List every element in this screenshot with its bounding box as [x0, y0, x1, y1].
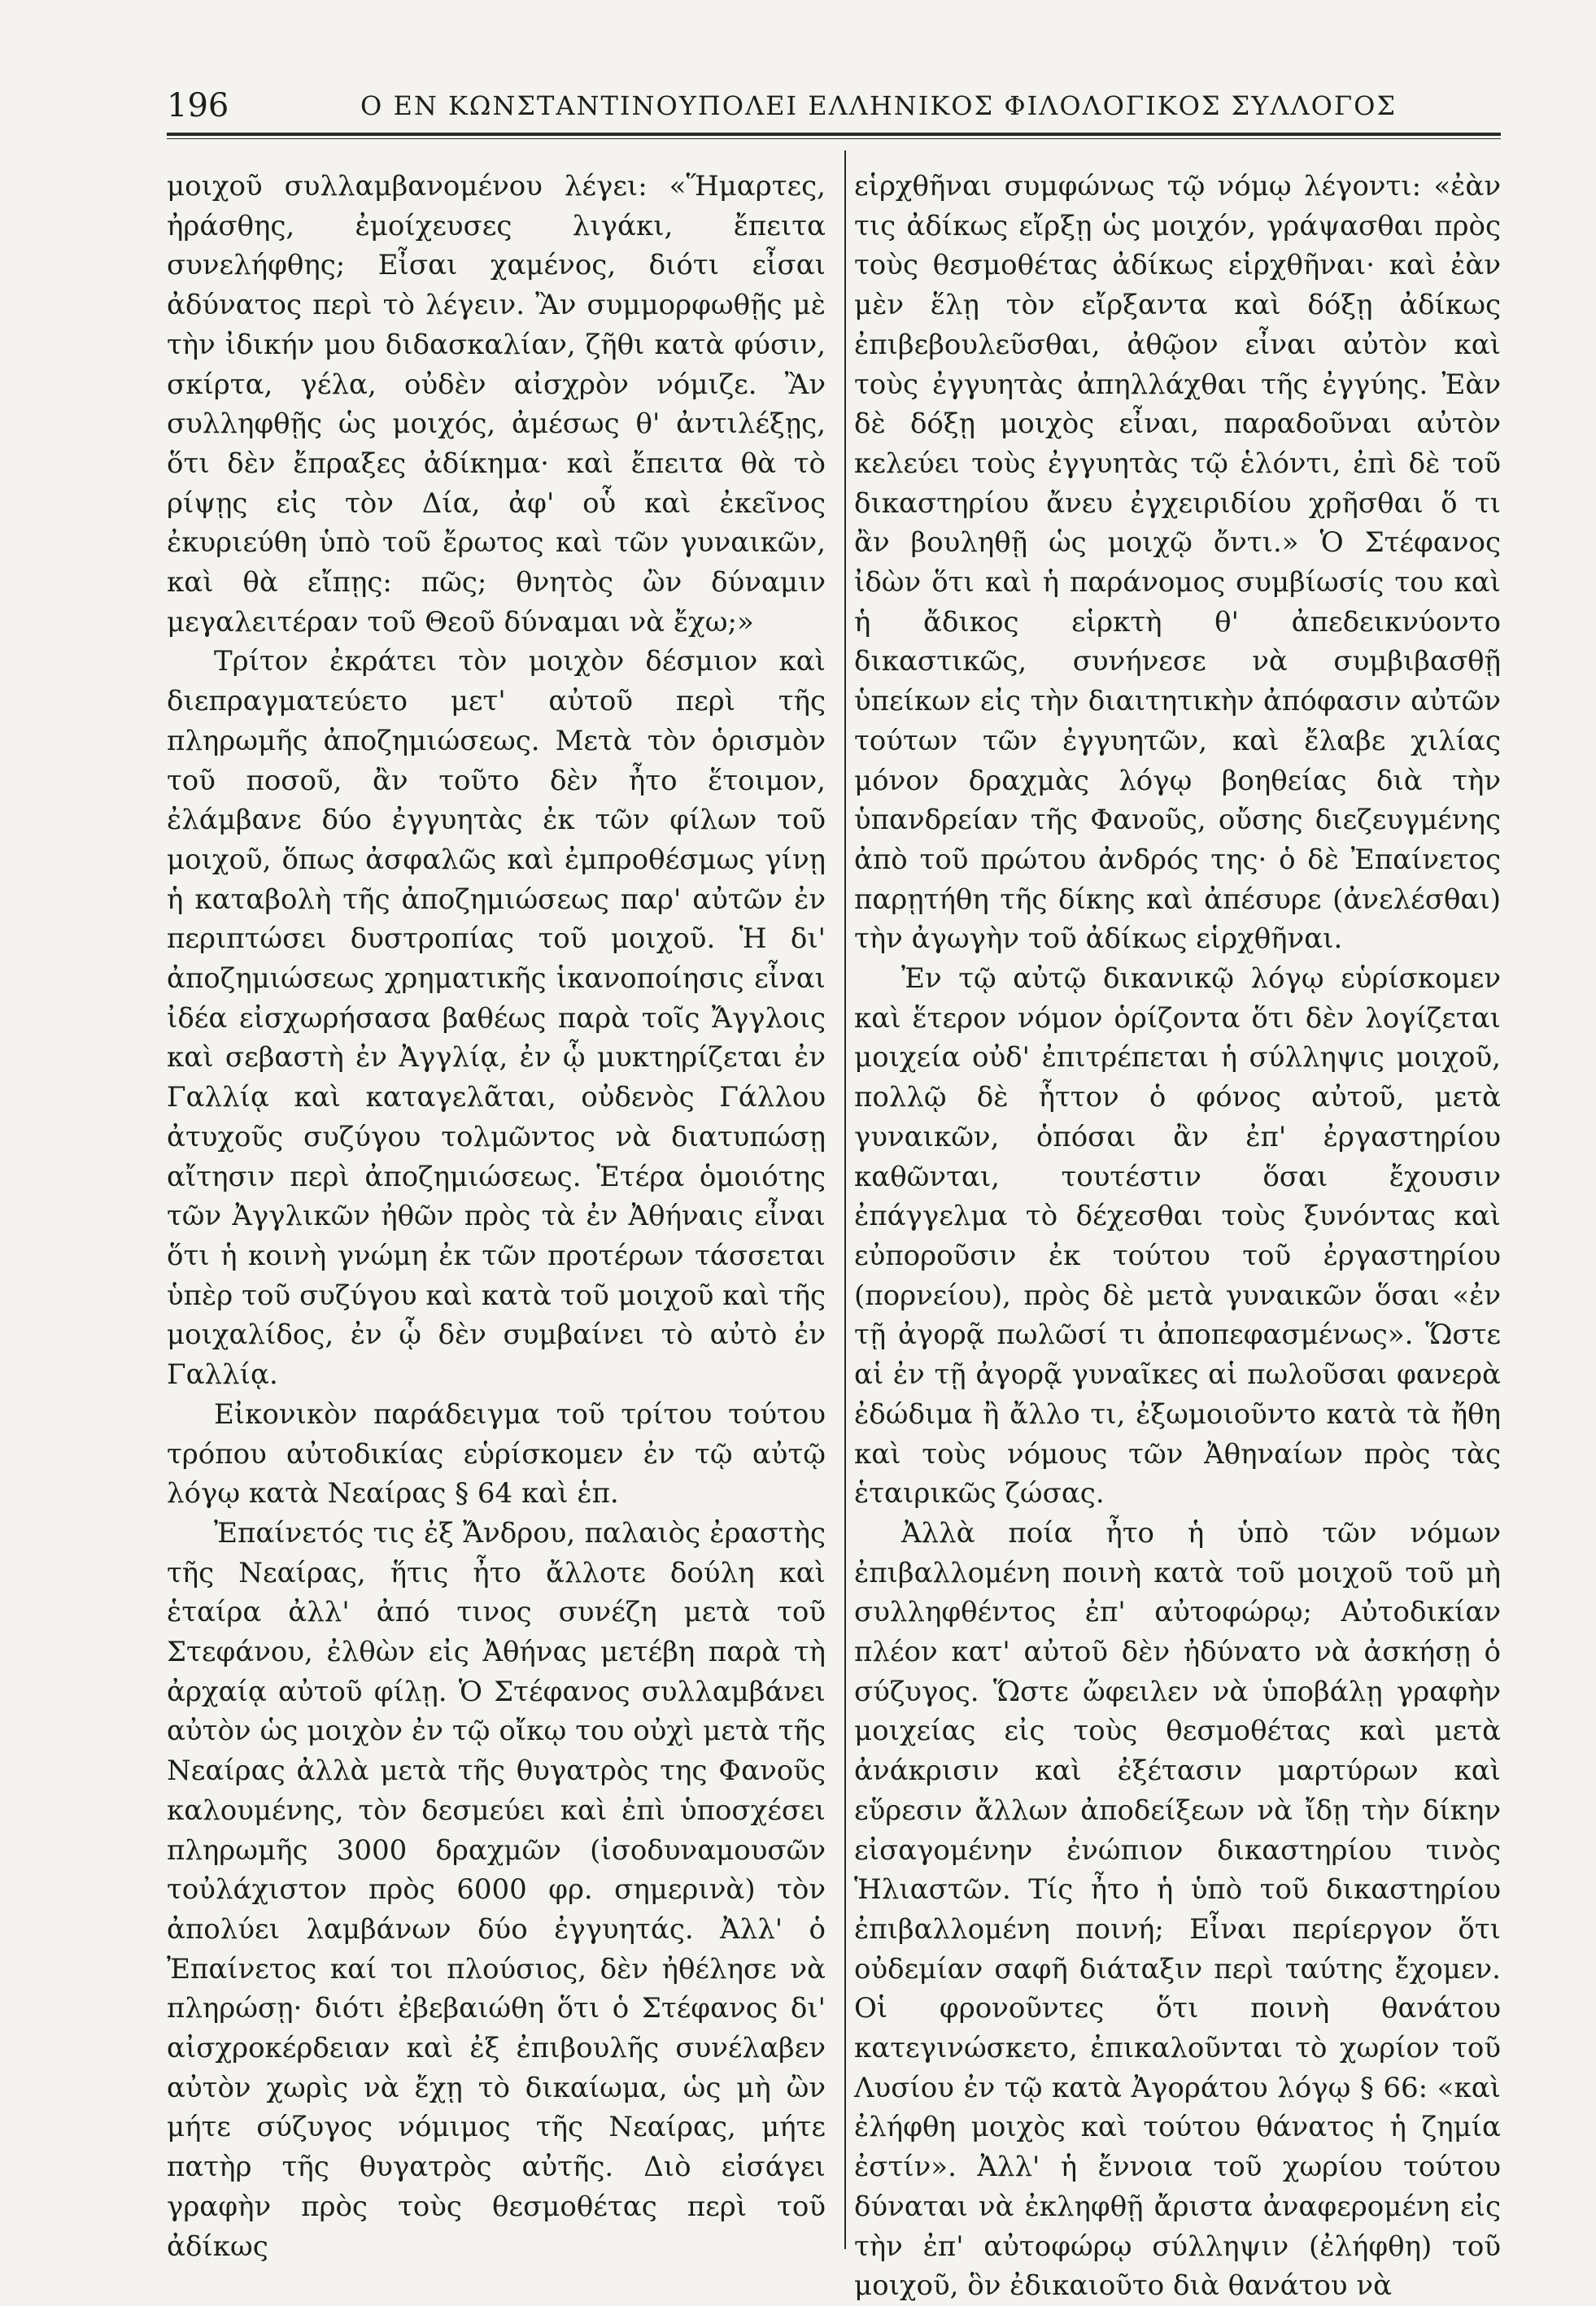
paragraph: Εἰκονικὸν παράδειγμα τοῦ τρίτου τούτου τρόπου αὐτοδικίας εὑρίσκομεν ἐν τῷ αὐτῷ λόγῳ κατὰ Νεαίρας § 64 καὶ ἑπ.: [167, 1397, 826, 1510]
right-column: [854, 167, 1501, 2306]
paragraph: Ἐν τῷ αὐτῷ δικανικῷ λόγῳ εὑρίσκομεν καὶ ἕτερον νόμον ὁρίζοντα ὅτι δὲν λογίζεται μοιχεία οὐδ' ἐπιτρέπεται ἡ σύλληψις μοιχοῦ, πολλῷ δὲ ἧττον ὁ φόνος αὐτοῦ, μετὰ γυναικῶν, ὁπόσαι ἂν ἐπ' ἐργαστηρίου καθῶνται, τουτέστιν ὅσαι ἔχουσιν ἐπάγγελμα τὸ δέχεσθαι τοὺς ξυνόντας καὶ εὐποροῦσιν ἐκ τούτου τοῦ ἐργαστηρίου (πορνείου), πρὸς δὲ μετὰ γυναικῶν ὅσαι «ἐν τῇ ἀγορᾷ πωλῶσί τι ἀποπεφασμένως». Ὥστε αἱ ἐν τῇ ἀγορᾷ γυναῖκες αἱ πωλοῦσαι φανερὰ ἐδώδιμα ἢ ἄλλο τι, ἐξωμοιοῦντο κατὰ τὰ ἤθη καὶ τοὺς νόμους τῶν Ἀθηναίων πρὸς τὰς ἑταιρικῶς ζώσας.: [854, 962, 1501, 1510]
paragraph: μοιχοῦ συλλαμβανομένου λέγει: «Ἥμαρτες, ἠράσθης, ἐμοίχευσες λιγάκι, ἔπειτα συνελήφθης; Εἶσαι χαμένος, διότι εἶσαι ἀδύνατος περὶ τὸ λέγειν. Ἂν συμμορφωθῇς μὲ τὴν ἰδικήν μου διδασκαλίαν, ζῆθι κατὰ φύσιν, σκίρτα, γέλα, οὐδὲν αἰσχρὸν νόμιζε. Ἂν συλληφθῇς ὡς μοιχός, ἀμέσως θ' ἀντιλέξῃς, ὅτι δὲν ἔπραξες ἀδίκημα· καὶ ἔπειτα θὰ τὸ ρίψῃς εἰς τὸν Δία, ἀφ' οὗ καὶ ἐκεῖνος ἐκυριεύθη ὑπὸ τοῦ ἔρωτος καὶ τῶν γυναικῶν, καὶ θὰ εἴπῃς: πῶς; θνητὸς ὢν δύναμιν μεγαλειτέραν τοῦ Θεοῦ δύναμαι νὰ ἔχω;»: [167, 170, 826, 639]
page-header: [167, 81, 1501, 130]
header-rule: [167, 133, 1501, 136]
header-rule-thin: [167, 138, 1501, 139]
running-title: Ο ΕΝ ΚΩΝΣΤΑΝΤΙΝΟΥΠΟΛΕΙ ΕΛΛΗΝΙΚΟΣ ΦΙΛΟΛΟΓΙΚΟΣ ΣΥΛΛΟΓΟΣ: [360, 90, 1397, 121]
paragraph: Ἀλλὰ ποία ἦτο ἡ ὑπὸ τῶν νόμων ἐπιβαλλομένη ποινὴ κατὰ τοῦ μοιχοῦ τοῦ μὴ συλληφθέντος ἐπ' αὐτοφώρῳ; Αὐτοδικίαν πλέον κατ' αὐτοῦ δὲν ἠδύνατο νὰ ἀσκήσῃ ὁ σύζυγος. Ὥστε ὤφειλεν νὰ ὑποβάλῃ γραφὴν μοιχείας εἰς τοὺς θεσμοθέτας καὶ μετὰ ἀνάκρισιν καὶ ἐξέτασιν μαρτύρων καὶ εὕρεσιν ἄλλων ἀποδείξεων νὰ ἴδῃ τὴν δίκην εἰσαγομένην ἐνώπιον δικαστηρίου τινὸς Ἡλιαστῶν. Τίς ἦτο ἡ ὑπὸ τοῦ δικαστηρίου ἐπιβαλλομένη ποινή; Εἶναι περίεργον ὅτι οὐδεμίαν σαφῆ διάταξιν περὶ ταύτης ἔχομεν. Οἱ φρονοῦντες ὅτι ποινὴ θανάτου κατεγινώσκετο, ἐπικαλοῦνται τὸ χωρίον τοῦ Λυσίου ἐν τῷ κατὰ Ἀγοράτου λόγῳ § 66: «καὶ ἐλήφθη μοιχὸς καὶ τούτου θάνατος ἡ ζημία ἐστίν». Ἀλλ' ἡ ἔννοια τοῦ χωρίου τούτου δύναται νὰ ἐκληφθῇ ἄριστα ἀναφερομένη εἰς τὴν ἐπ' αὐτοφώρῳ σύλληψιν (ἐλήφθη) τοῦ μοιχοῦ, ὃν ἐδικαιοῦτο διὰ θανάτου νὰ: [854, 1516, 1501, 2303]
paragraph: Ἐπαίνετός τις ἐξ Ἄνδρου, παλαιὸς ἐραστὴς τῆς Νεαίρας, ἥτις ἦτο ἄλλοτε δούλη καὶ ἑταίρα ἀλλ' ἀπό τινος συνέζη μετὰ τοῦ Στεφάνου, ἐλθὼν εἰς Ἀθήνας μετέβη παρὰ τὴ ἀρχαίᾳ αὐτοῦ φίλῃ. Ὁ Στέφανος συλλαμβάνει αὐτὸν ὡς μοιχὸν ἐν τῷ οἴκῳ του οὐχὶ μετὰ τῆς Νεαίρας ἀλλὰ μετὰ τῆς θυγατρὸς της Φανοῦς καλουμένης, τὸν δεσμεύει καὶ ἐπὶ ὑποσχέσει πληρωμῆς 3000 δραχμῶν (ἰσοδυναμουσῶν τοὐλάχιστον πρὸς 6000 φρ. σημερινὰ) τὸν ἀπολύει λαμβάνων δύο ἐγγυητάς. Ἀλλ' ὁ Ἐπαίνετος καί τοι πλούσιος, δὲν ἠθέλησε νὰ πληρώσῃ· διότι ἐβεβαιώθη ὅτι ὁ Στέφανος δι' αἰσχροκέρδειαν καὶ ἐξ ἐπιβουλῆς συνέλαβεν αὐτὸν χωρὶς νὰ ἔχῃ τὸ δικαίωμα, ὡς μὴ ὢν μήτε σύζυγος νόμιμος τῆς Νεαίρας, μήτε πατὴρ τῆς θυγατρὸς αὐτῆς. Διὸ εἰσάγει γραφὴν πρὸς τοὺς θεσμοθέτας περὶ τοῦ ἀδίκως: [167, 1516, 826, 2263]
column-divider: [844, 150, 846, 2249]
page-number: 196: [167, 87, 229, 124]
paragraph: Τρίτον ἐκράτει τὸν μοιχὸν δέσμιον καὶ διεπραγματεύετο μετ' αὐτοῦ περὶ τῆς πληρωμῆς ἀποζημιώσεως. Μετὰ τὸν ὁρισμὸν τοῦ ποσοῦ, ἂν τοῦτο δὲν ἦτο ἕτοιμον, ἐλάμβανε δύο ἐγγυητὰς ἐκ τῶν φίλων τοῦ μοιχοῦ, ὅπως ἀσφαλῶς καὶ ἐμπροθέσμως γίνῃ ἡ καταβολὴ τῆς ἀποζημιώσεως παρ' αὐτῶν ἐν περιπτώσει δυστροπίας τοῦ μοιχοῦ. Ἡ δι' ἀποζημιώσεως χρηματικῆς ἱκανοποίησις εἶναι ἰδέα εἰσχωρήσασα βαθέως παρὰ τοῖς Ἄγγλοις καὶ σεβαστὴ ἐν Ἀγγλίᾳ, ἐν ᾧ μυκτηρίζεται ἐν Γαλλίᾳ καὶ καταγελᾶται, οὐδενὸς Γάλλου ἀτυχοῦς συζύγου τολμῶντος νὰ διατυπώσῃ αἴτησιν περὶ ἀποζημιώσεως. Ἑτέρα ὁμοιότης τῶν Ἀγγλικῶν ἠθῶν πρὸς τὰ ἐν Ἀθήναις εἶναι ὅτι ἡ κοινὴ γνώμη ἐκ τῶν προτέρων τάσσεται ὑπὲρ τοῦ συζύγου καὶ κατὰ τοῦ μοιχοῦ καὶ τῆς μοιχαλίδος, ἐν ᾧ δὲν συμβαίνει τὸ αὐτὸ ἐν Γαλλίᾳ.: [167, 645, 826, 1392]
paragraph: εἱρχθῆναι συμφώνως τῷ νόμῳ λέγοντι: «ἐὰν τις ἀδίκως εἴρξῃ ὡς μοιχόν, γράψασθαι πρὸς τοὺς θεσμοθέτας ἀδίκως εἱρχθῆναι· καὶ ἐὰν μὲν ἕλῃ τὸν εἴρξαντα καὶ δόξῃ ἀδίκως ἐπιβεβουλεῦσθαι, ἀθῷον εἶναι αὐτὸν καὶ τοὺς ἐγγυητὰς ἀπηλλάχθαι τῆς ἐγγύης. Ἐὰν δὲ δόξῃ μοιχὸς εἶναι, παραδοῦναι αὐτὸν κελεύει τοὺς ἐγγυητὰς τῷ ἑλόντι, ἐπὶ δὲ τοῦ δικαστηρίου ἄνευ ἐγχειριδίου χρῆσθαι ὅ τι ἂν βουληθῇ ὡς μοιχῷ ὄντι.» Ὁ Στέφανος ἰδὼν ὅτι καὶ ἡ παράνομος συμβίωσίς του καὶ ἡ ἄδικος εἱρκτὴ θ' ἀπεδεικνύοντο δικαστικῶς, συνήνεσε νὰ συμβιβασθῇ ὑπείκων εἰς τὴν διαιτητικὴν ἀπόφασιν αὐτῶν τούτων τῶν ἐγγυητῶν, καὶ ἔλαβε χιλίας μόνον δραχμὰς λόγῳ βοηθείας διὰ τὴν ὑπανδρείαν τῆς Φανοῦς, οὔσης διεζευγμένης ἀπὸ τοῦ πρώτου ἀνδρός της· ὁ δὲ Ἐπαίνετος παρῃτήθη τῆς δίκης καὶ ἀπέσυρε (ἀνελέσθαι) τὴν ἀγωγὴν τοῦ ἀδίκως εἱρχθῆναι.: [854, 170, 1501, 956]
left-column: [167, 167, 826, 2266]
